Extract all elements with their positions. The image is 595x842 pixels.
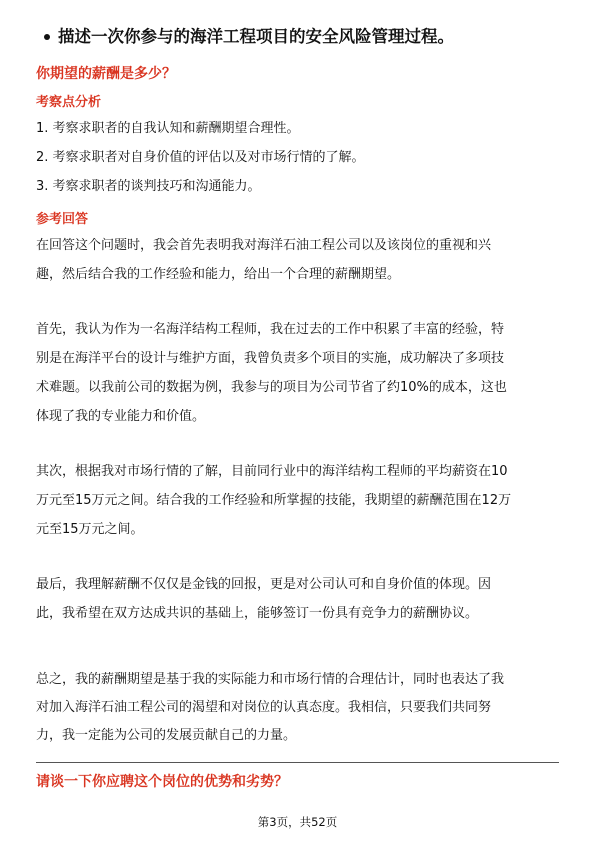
- analysis-point-1: 1. 考察求职者的自我认知和薪酬期望合理性。: [36, 121, 300, 136]
- section-divider: [36, 762, 559, 763]
- answer-paragraph-3-line-3: 元至15万元之间。: [36, 522, 144, 537]
- answer-paragraph-5-line-1: 总之，我的薪酬期望是基于我的实际能力和市场行情的合理估计，同时也表达了我: [36, 672, 505, 687]
- answer-heading: 参考回答: [36, 212, 89, 227]
- bullet-text: 描述一次你参与的海洋工程项目的安全风险管理过程。: [58, 27, 454, 46]
- answer-paragraph-2-line-2: 别是在海洋平台的设计与维护方面，我曾负责多个项目的实施，成功解决了多项技: [36, 351, 505, 366]
- next-question-title: 请谈一下你应聘这个岗位的优势和劣势？: [36, 774, 288, 790]
- answer-paragraph-1-line-1: 在回答这个问题时，我会首先表明我对海洋石油工程公司以及该岗位的重视和兴: [36, 238, 492, 253]
- analysis-point-2: 2. 考察求职者对自身价值的评估以及对市场行情的了解。: [36, 150, 365, 165]
- analysis-heading: 考察点分析: [36, 95, 102, 110]
- answer-paragraph-2-line-4: 体现了我的专业能力和价值。: [36, 409, 206, 424]
- previous-question-bullet: [44, 26, 564, 48]
- answer-paragraph-5-line-2: 对加入海洋石油工程公司的渴望和对岗位的认真态度。我相信，只要我们共同努: [36, 700, 492, 715]
- answer-paragraph-1-line-2: 趣，然后结合我的工作经验和能力，给出一个合理的薪酬期望。: [36, 267, 401, 282]
- answer-paragraph-4-line-2: 此，我希望在双方达成共识的基础上，能够签订一份具有竞争力的薪酬协议。: [36, 606, 479, 621]
- analysis-point-3: 3. 考察求职者的谈判技巧和沟通能力。: [36, 179, 261, 194]
- question-title: 你期望的薪酬是多少？: [36, 66, 176, 82]
- answer-paragraph-5-line-3: 力，我一定能为公司的发展贡献自己的力量。: [36, 728, 297, 743]
- answer-paragraph-2-line-3: 术难题。以我前公司的数据为例，我参与的项目为公司节省了约10%的成本，这也: [36, 380, 507, 395]
- answer-paragraph-2-line-1: 首先，我认为作为一名海洋结构工程师，我在过去的工作中积累了丰富的经验，特: [36, 322, 505, 337]
- bullet-icon: [44, 34, 50, 40]
- answer-paragraph-4-line-1: 最后，我理解薪酬不仅仅是金钱的回报，更是对公司认可和自身价值的体现。因: [36, 577, 492, 592]
- answer-paragraph-3-line-1: 其次，根据我对市场行情的了解，目前同行业中的海洋结构工程师的平均薪资在10: [36, 464, 508, 479]
- answer-paragraph-3-line-2: 万元至15万元之间。结合我的工作经验和所掌握的技能，我期望的薪酬范围在12万: [36, 493, 512, 508]
- page-number: 第3页，共52页: [257, 815, 338, 829]
